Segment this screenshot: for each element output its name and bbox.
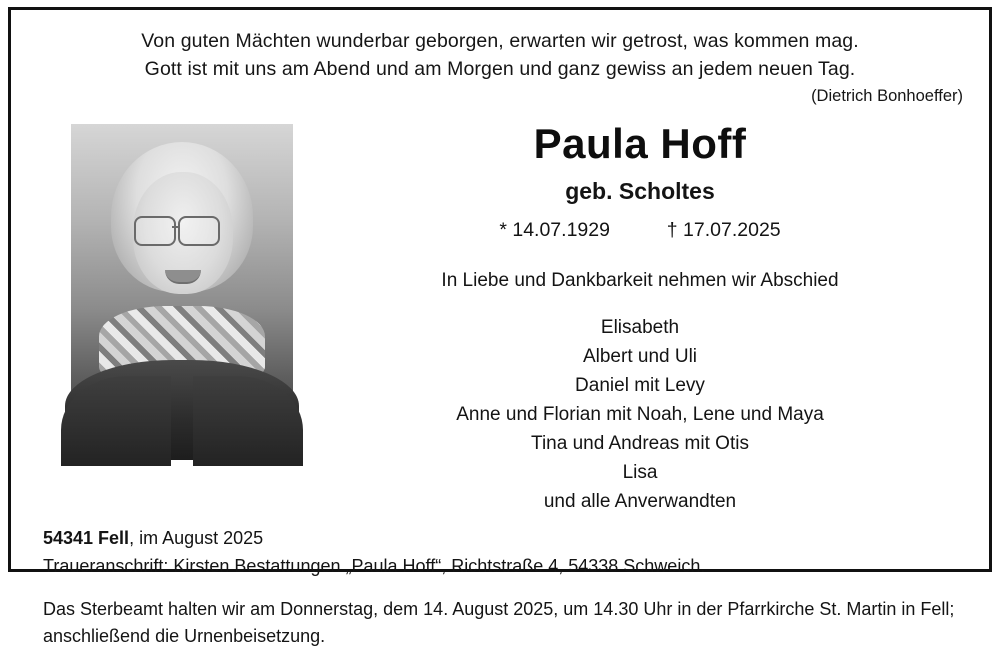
quote-author: (Dietrich Bonhoeffer) (811, 87, 963, 106)
photo-glasses-right (178, 216, 220, 246)
deceased-maiden-name: geb. Scholtes (565, 178, 715, 205)
birth-date: * 14.07.1929 (499, 219, 610, 242)
body-row (33, 120, 967, 516)
list-item: Daniel mit Levy (575, 375, 705, 397)
place-and-date (43, 525, 967, 552)
mourning-address: Traueranschrift: Kirsten Bestattungen „Paula Hoff“, Richtstraße 4, 54338 Schweich. (43, 555, 706, 576)
list-item: Anne und Florian mit Noah, Lene und Maya (456, 404, 824, 425)
text-column (323, 120, 967, 516)
deceased-dates (323, 219, 957, 242)
place-name: 54341 Fell (43, 527, 130, 548)
list-item: Tina und Andreas mit Otis (531, 432, 749, 454)
photo-glasses-bridge (172, 226, 180, 228)
list-item: Elisabeth (600, 317, 680, 339)
service-details: Das Sterbeamt halten wir am Donnerstag, dem 14. August 2025, um 14.30 Uhr in der Pfarrkirche St. Martin in Fell; anschließend die Urnenbeisetzung. (43, 598, 955, 646)
list-item: Albert und Uli (582, 346, 698, 368)
mourners-list (323, 314, 957, 516)
footer-block (33, 525, 967, 650)
obituary-content (11, 10, 989, 646)
photo-glasses-left (134, 216, 176, 246)
quote-line-1: Von guten Mächten wunderbar geborgen, erwarten wir getrost, was kommen mag. (141, 30, 859, 52)
death-date: † 17.07.2025 (666, 219, 781, 242)
place-date: , im August 2025 (129, 527, 264, 548)
quote-line-2: Gott ist mit uns am Abend und am Morgen und ganz gewiss an jedem neuen Tag. (144, 57, 856, 80)
list-item: und alle Anverwandten (543, 490, 737, 512)
obituary-border (8, 7, 992, 646)
tribute-text: In Liebe und Dankbarkeit nehmen wir Abschied (441, 270, 839, 292)
deceased-name: Paula Hoff (533, 120, 747, 168)
list-item: Lisa (622, 461, 658, 483)
portrait-photo (71, 124, 293, 441)
quote-block (33, 28, 967, 83)
